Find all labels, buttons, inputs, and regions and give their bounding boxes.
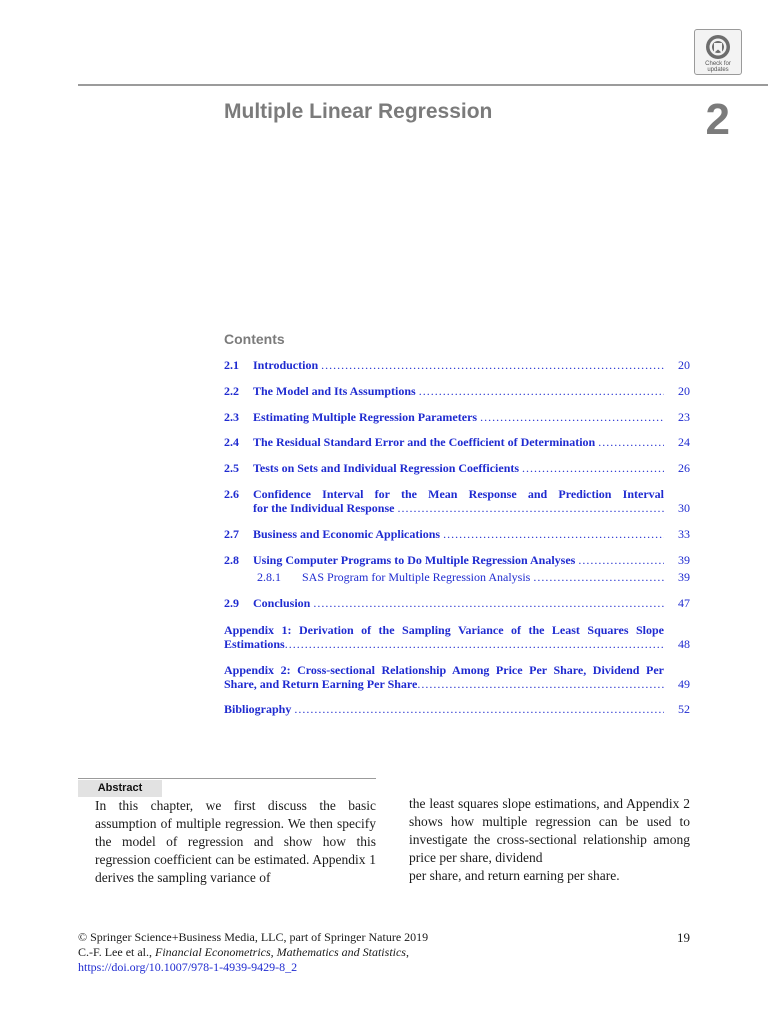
check-for-updates-badge[interactable] xyxy=(694,29,742,75)
toc-entry-2-3[interactable] xyxy=(224,410,664,424)
toc-leader xyxy=(321,358,664,372)
toc-number: 2.2 xyxy=(224,384,239,398)
toc-leader xyxy=(578,553,664,567)
citation-line xyxy=(78,945,690,960)
toc-entry-2-8[interactable] xyxy=(224,553,664,567)
chapter-title: Multiple Linear Regression xyxy=(224,100,493,123)
toc-title-line2-row xyxy=(224,637,664,651)
toc-title-line1: Appendix 2: Cross-sectional Relationship Among Price Per Share, Dividend Per xyxy=(224,663,664,677)
toc-leader xyxy=(480,410,664,424)
toc-page-appendix-2[interactable]: 49 xyxy=(678,677,690,691)
toc-title-line1: Appendix 1: Derivation of the Sampling Variance of the Least Squares Slope xyxy=(224,623,664,637)
abstract-text-column-2-body: the least squares slope estimations, and Appendix 2 shows how multiple regression can be used to investigate the cross-sectional relationship among price per share, dividend xyxy=(409,796,690,865)
toc-number: 2.5 xyxy=(224,461,239,475)
check-for-updates-label: Check for updates xyxy=(705,61,731,73)
toc-page-2-7[interactable]: 33 xyxy=(678,527,690,541)
toc-leader xyxy=(522,461,664,475)
toc-entry-2-7[interactable] xyxy=(224,527,664,541)
toc-leader xyxy=(533,570,664,584)
toc-title-line2: Estimations xyxy=(224,637,285,651)
toc-leader xyxy=(419,384,664,398)
abstract-text-column-2 xyxy=(409,795,690,885)
toc-title: Conclusion xyxy=(253,596,311,610)
abstract-text-column-1: In this chapter, we first discuss the basic assumption of multiple regression. We then specify the model of regression and show how this regression coefficient can be estimated. Appendix 1 derives the sampling variance of xyxy=(95,798,376,885)
page-number: 19 xyxy=(677,930,690,945)
toc-title: The Residual Standard Error and the Coefficient of Determination xyxy=(253,435,596,449)
header-rule xyxy=(78,84,768,86)
toc-page-2-8[interactable]: 39 xyxy=(678,553,690,567)
toc-entry-2-6-cont[interactable] xyxy=(253,501,664,515)
toc-title: Business and Economic Applications xyxy=(253,527,441,541)
toc-entry-2-9[interactable] xyxy=(224,596,664,610)
contents-heading: Contents xyxy=(224,331,285,347)
abstract-rule xyxy=(78,778,376,779)
toc-page-2-4[interactable]: 24 xyxy=(678,435,690,449)
toc-page-2-8-1[interactable]: 39 xyxy=(678,570,690,584)
toc-leader xyxy=(598,435,664,449)
toc-leader xyxy=(313,596,664,610)
toc-leader xyxy=(397,501,664,515)
toc-entry-bibliography[interactable] xyxy=(224,702,664,716)
toc-title: Estimating Multiple Regression Parameters xyxy=(253,410,478,424)
chapter-number: 2 xyxy=(705,95,730,144)
toc-page-2-2[interactable]: 20 xyxy=(678,384,690,398)
toc-title-line1: Confidence Interval for the Mean Response and Prediction Interval xyxy=(253,487,664,501)
toc-page-bibliography[interactable]: 52 xyxy=(678,702,690,716)
toc-title: Bibliography xyxy=(224,702,292,716)
toc-entry-appendix-2[interactable] xyxy=(224,663,664,691)
toc-leader xyxy=(417,677,664,691)
toc-number: 2.7 xyxy=(224,527,239,541)
toc-number: 2.4 xyxy=(224,435,239,449)
toc-page-2-6[interactable]: 30 xyxy=(678,501,690,515)
toc-entry-2-4[interactable] xyxy=(224,435,664,449)
toc-title-line2-row xyxy=(224,677,664,691)
toc-title-line2: for the Individual Response xyxy=(253,501,395,515)
toc-page-2-3[interactable]: 23 xyxy=(678,410,690,424)
toc-title-line2: Share, and Return Earning Per Share xyxy=(224,677,418,691)
check-for-updates-icon xyxy=(705,34,731,60)
toc-entry-2-8-1[interactable] xyxy=(224,570,664,584)
copyright-line: © Springer Science+Business Media, LLC, part of Springer Nature 2019 xyxy=(78,930,429,944)
toc-page-2-5[interactable]: 26 xyxy=(678,461,690,475)
doi-link[interactable]: https://doi.org/10.1007/978-1-4939-9429-8_2 xyxy=(78,960,298,974)
toc-page-appendix-1[interactable]: 48 xyxy=(678,637,690,651)
citation-authors: C.-F. Lee et al., xyxy=(78,945,156,959)
footer xyxy=(78,930,690,975)
abstract-label: Abstract xyxy=(78,780,162,797)
toc-page-2-1[interactable]: 20 xyxy=(678,358,690,372)
toc-title: Introduction xyxy=(253,358,319,372)
toc-title: SAS Program for Multiple Regression Analysis xyxy=(302,570,531,584)
abstract-text-column-2-last: per share, and return earning per share. xyxy=(409,868,620,883)
citation-book-title: Financial Econometrics, Mathematics and Statistics xyxy=(155,945,406,959)
toc-entry-2-1[interactable] xyxy=(224,358,664,372)
toc-title: Using Computer Programs to Do Multiple Regression Analyses xyxy=(253,553,576,567)
toc-leader xyxy=(294,702,664,716)
toc-entry-2-6[interactable] xyxy=(224,487,664,501)
toc-number: 2.6 xyxy=(224,487,239,501)
toc-number: 2.8 xyxy=(224,553,239,567)
toc-number: 2.3 xyxy=(224,410,239,424)
toc-entry-2-2[interactable] xyxy=(224,384,664,398)
toc-title: Tests on Sets and Individual Regression Coefficients xyxy=(253,461,520,475)
toc-number: 2.9 xyxy=(224,596,239,610)
toc-entry-appendix-1[interactable] xyxy=(224,623,664,651)
toc-entry-2-5[interactable] xyxy=(224,461,664,475)
toc-number: 2.1 xyxy=(224,358,239,372)
toc-leader xyxy=(285,637,664,651)
toc-leader xyxy=(443,527,664,541)
toc-title: The Model and Its Assumptions xyxy=(253,384,416,398)
toc-number: 2.8.1 xyxy=(257,570,281,584)
citation-suffix: , xyxy=(405,945,409,959)
toc-page-2-9[interactable]: 47 xyxy=(678,596,690,610)
